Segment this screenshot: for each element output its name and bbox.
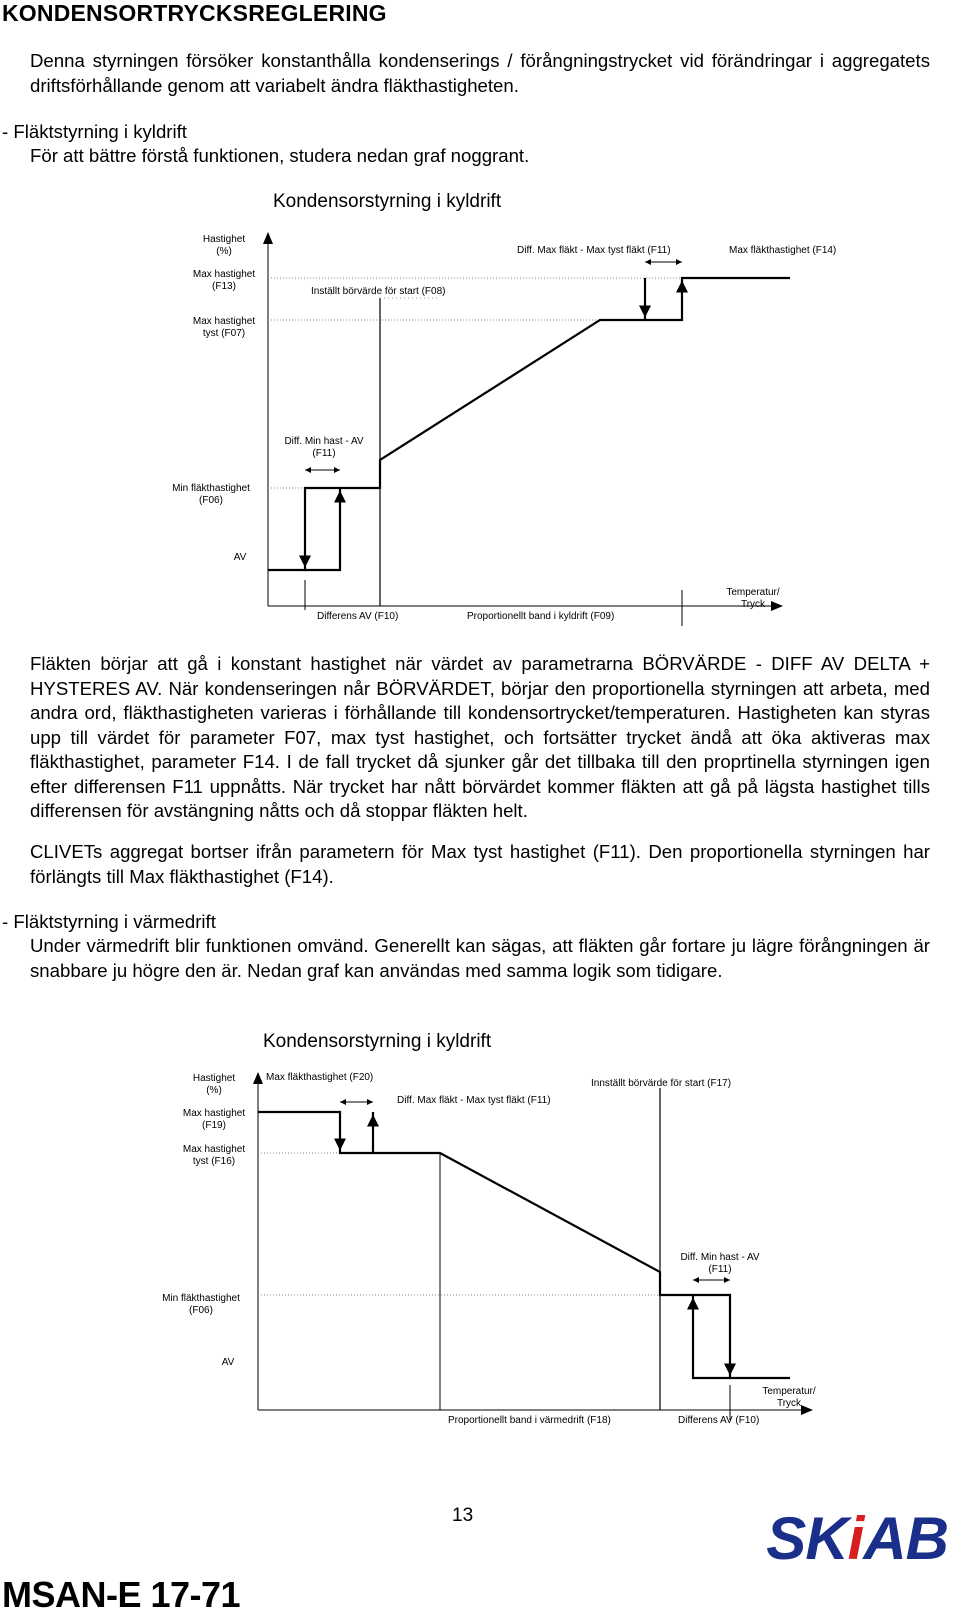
chart1-diff-max-label: Diff. Max fläkt - Max tyst fläkt (F11)	[517, 245, 671, 256]
chart1-band-label: Proportionellt band i kyldrift (F09)	[467, 611, 615, 622]
chart1-title: Kondensorstyrning i kyldrift	[273, 191, 502, 212]
section-heading-cooling: - Fläktstyrning i kyldrift	[2, 121, 187, 142]
chart2-ylabel-min: Min fläkthastighet (F06)	[162, 1293, 240, 1316]
chart1-diff-min-label: Diff. Min hast - AV (F11)	[284, 436, 364, 459]
chart1-ylabel-min: Min fläkthastighet (F06)	[172, 483, 250, 506]
chart1-diff-off-label: Differens AV (F10)	[317, 611, 399, 622]
chart2-ylabel-off: AV	[221, 1357, 235, 1368]
explanation-paragraph: Fläkten börjar att gå i konstant hastighet när värdet av parametrarna BÖRVÄRDE - DIFF AV DELTA + HYSTERES AV. När kondenseringen når BÖRVÄRDET, börjar den proportionella styrningen att arbeta, med andra ord, fläkthastigheten varieras i förhållande till kondensortrycket/temperaturen. Hastigheten kan styras upp till värdet för parameter F07, max tyst hastighet, och fortsätter trycket ändå att öka aktiveras max fläkthastighet, parameter F14. I de fall trycket då sjunker går det tillbaka till den proprtinella styrningen igen efter differensen F11 uppnåtts. När trycket har nått börvärdet kommer fläkten att gå på lägsta hastighet tills differensen för avstängning nåtts och då stoppar fläkten helt.	[30, 653, 930, 821]
model-name: MSAN-E 17-71	[2, 1574, 241, 1615]
chart2-curve-main	[258, 1112, 790, 1378]
page-number: 13	[452, 1505, 474, 1526]
chart2-diff-off-label: Differens AV (F10)	[678, 1415, 760, 1426]
chart2-curve-hysteresis	[693, 1295, 730, 1378]
chart1-ylabel-silent: Max hastighet tyst (F07)	[192, 316, 256, 339]
section-heading-heating: - Fläktstyrning i värmedrift	[2, 911, 216, 932]
chart2-diff-max-label: Diff. Max fläkt - Max tyst fläkt (F11)	[397, 1095, 551, 1106]
intro-paragraph: Denna styrningen försöker konstanthålla kondenserings / förångningstrycket vid förändringar i aggregatets driftsförhållande genom att variabelt ändra fläkthastigheten.	[30, 50, 930, 96]
chart2-diff-min-label: Diff. Min hast - AV (F11)	[680, 1252, 760, 1275]
logo-text-ab: AB	[863, 1505, 948, 1572]
chart2-band-label: Proportionellt band i värmedrift (F18)	[448, 1415, 611, 1426]
chart2-xaxis-label: Temperatur/ Tryck	[762, 1386, 816, 1409]
chart2-ylabel-max: Max hastighet (F19)	[182, 1108, 246, 1131]
chart2-setpoint-label: Innställt börvärde för start (F17)	[591, 1078, 732, 1089]
chart2-x-arrow	[801, 1405, 813, 1415]
page-title: KONDENSORTRYCKSREGLERING	[2, 0, 387, 26]
skiab-logo	[766, 1504, 948, 1573]
section-cooling-intro: För att bättre förstå funktionen, studera nedan graf noggrant.	[30, 145, 530, 166]
chart2-ylabel-speed: Hastighet (%)	[192, 1073, 236, 1096]
chart1-setpoint-label: Inställt börvärde för start (F08)	[311, 286, 446, 297]
chart2-max-speed-label: Max fläkthastighet (F20)	[266, 1072, 374, 1083]
logo-text-i: i	[847, 1505, 864, 1572]
chart1-ylabel-speed: Hastighet (%)	[202, 234, 246, 257]
chart2-title: Kondensorstyrning i kyldrift	[263, 1031, 492, 1052]
chart1-ylabel-off: AV	[233, 552, 247, 563]
chart1-max-speed-label: Max fläkthastighet (F14)	[729, 245, 837, 256]
logo-text-sk: SK	[766, 1505, 848, 1572]
chart1-xaxis-label: Temperatur/ Tryck	[726, 587, 780, 610]
chart2-y-arrow	[253, 1072, 263, 1084]
chart1-ylabel-max: Max hastighet (F13)	[192, 269, 256, 292]
section-heating-text: Under värmedrift blir funktionen omvänd. Generellt kan sägas, att fläkten går fortare ju lägre förångningen är snabbare ju högre den är. Nedan graf kan användas med samma logik som tidigare.	[30, 935, 930, 981]
chart2-ylabel-silent: Max hastighet tyst (F16)	[182, 1144, 246, 1167]
clivet-paragraph: CLIVETs aggregat bortser ifrån parametern för Max tyst hastighet (F11). Den proportionella styrningen har förlängts till Max fläkthastighet (F14).	[30, 841, 930, 887]
